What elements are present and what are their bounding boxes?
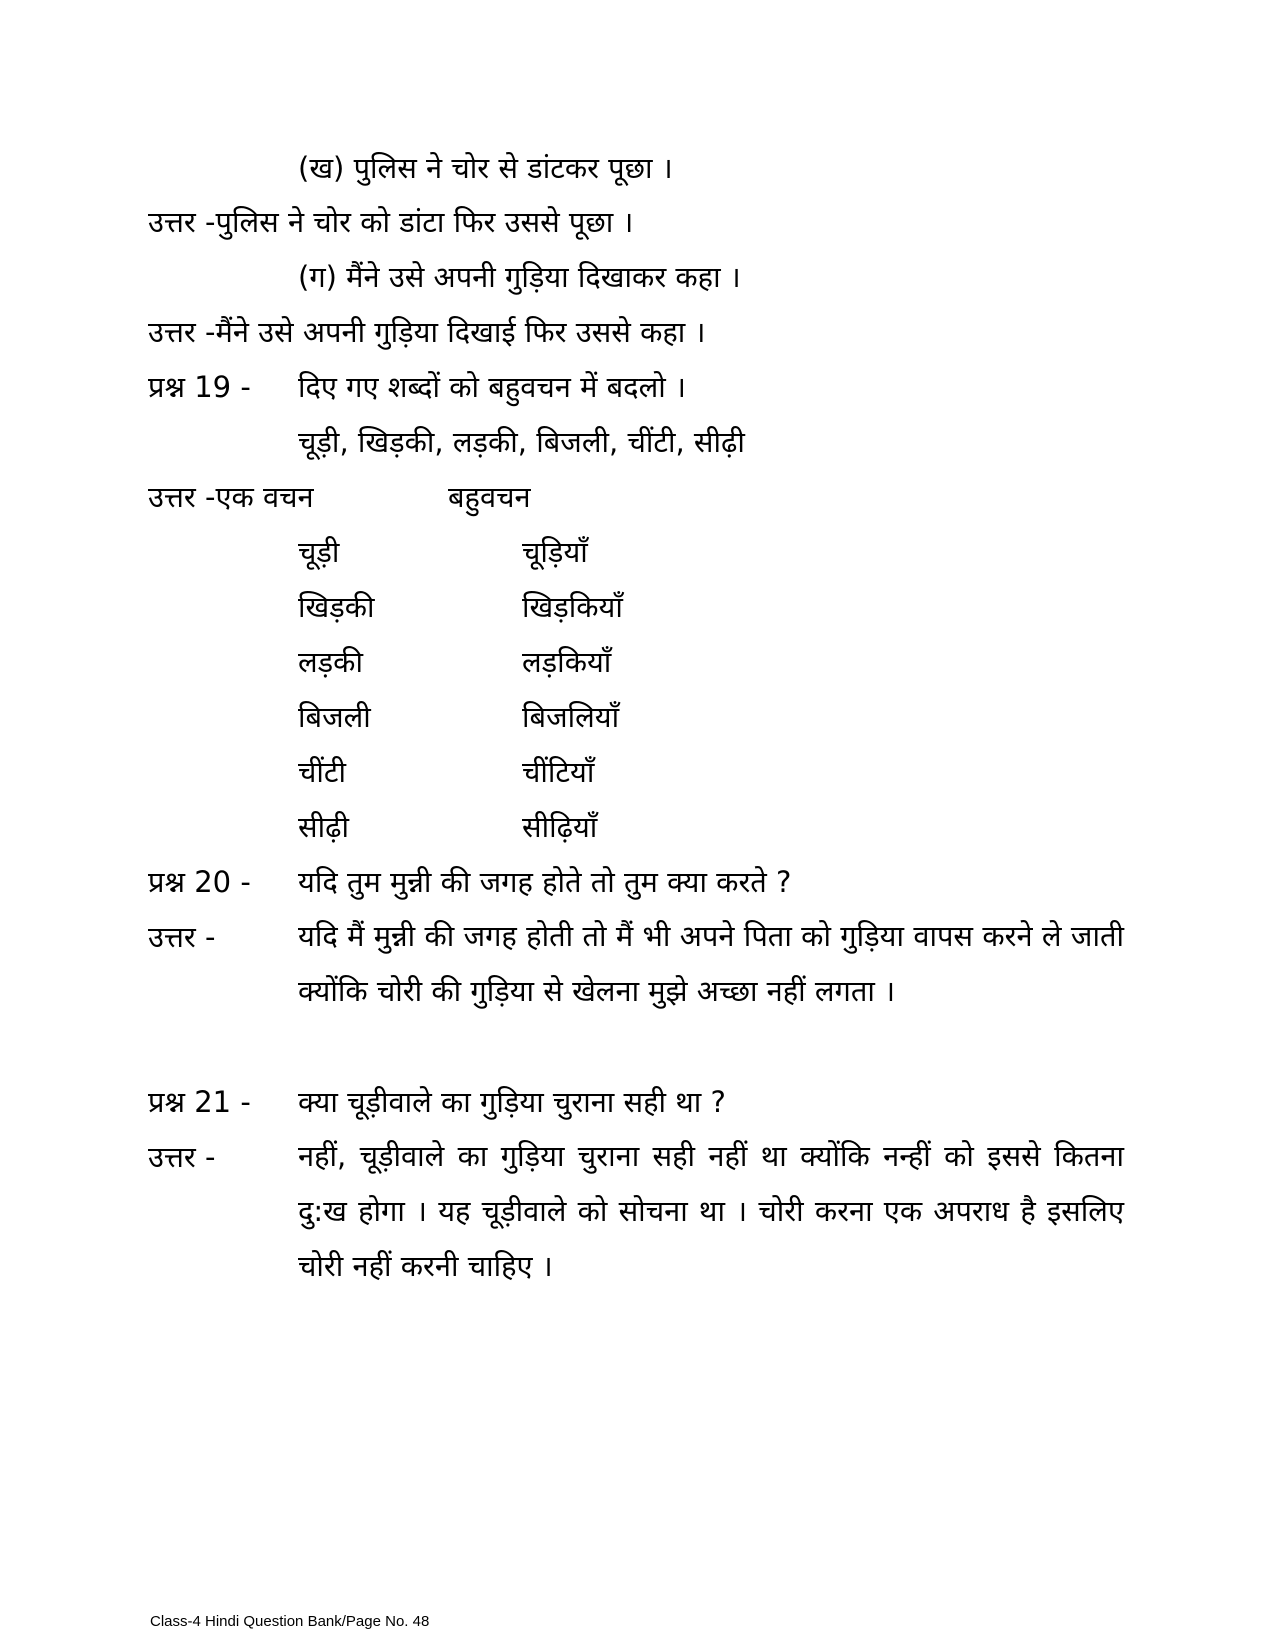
question-ga: (ग) मैंने उसे अपनी गुड़िया दिखाकर कहा ।	[298, 260, 741, 294]
answer-20-label: उत्तर -	[148, 920, 216, 954]
question-20-text: यदि तुम मुन्नी की जगह होते तो तुम क्या करते ?	[298, 865, 792, 899]
singular-word: चींटी	[298, 755, 347, 789]
plural-header: बहुवचन	[448, 480, 531, 514]
plural-word: चींटियाँ	[522, 755, 595, 789]
answer-19-label: उत्तर -एक वचन	[148, 480, 314, 514]
singular-word: खिड़की	[298, 590, 375, 624]
plural-word: लड़कियाँ	[522, 645, 612, 679]
answer-21-label: उत्तर -	[148, 1140, 216, 1174]
answer-21-text: नहीं, चूड़ीवाले का गुड़िया चुराना सही नहीं था क्योंकि नन्हीं को इससे कितना दु:ख होगा । यह चूड़ीवाले को सोचना था । चोरी करना एक अपराध है इसलिए चोरी नहीं करनी चाहिए ।	[298, 1139, 1124, 1283]
answer-20-text: यदि मैं मुन्नी की जगह होती तो मैं भी अपने पिता को गुड़िया वापस करने ले जाती क्योंकि चोरी की गुड़िया से खेलना मुझे अच्छा नहीं लगता ।	[298, 919, 1124, 1008]
question-19-label: प्रश्न 19 -	[148, 370, 251, 404]
page-footer: Class-4 Hindi Question Bank/Page No. 48	[150, 1613, 430, 1630]
plural-word: चूड़ियाँ	[522, 535, 588, 569]
singular-word: सीढ़ी	[298, 810, 349, 844]
question-kh: (ख) पुलिस ने चोर से डांटकर पूछा ।	[298, 151, 673, 185]
question-21-label: प्रश्न 21 -	[148, 1085, 251, 1119]
answer-ga: उत्तर -मैंने उसे अपनी गुड़िया दिखाई फिर उससे कहा ।	[148, 315, 706, 349]
question-19-words: चूड़ी, खिड़की, लड़की, बिजली, चींटी, सीढ़ी	[298, 425, 745, 459]
question-20-label: प्रश्न 20 -	[148, 865, 251, 899]
singular-word: बिजली	[298, 700, 371, 734]
question-19-text: दिए गए शब्दों को बहुवचन में बदलो ।	[298, 370, 686, 404]
answer-kh: उत्तर -पुलिस ने चोर को डांटा फिर उससे पूछा ।	[148, 205, 634, 239]
singular-word: चूड़ी	[298, 535, 340, 569]
singular-word: लड़की	[298, 645, 363, 679]
question-21-text: क्या चूड़ीवाले का गुड़िया चुराना सही था ?	[298, 1085, 726, 1119]
plural-word: सीढ़ियाँ	[522, 810, 598, 844]
plural-word: बिजलियाँ	[522, 700, 620, 734]
plural-word: खिड़कियाँ	[522, 590, 623, 624]
